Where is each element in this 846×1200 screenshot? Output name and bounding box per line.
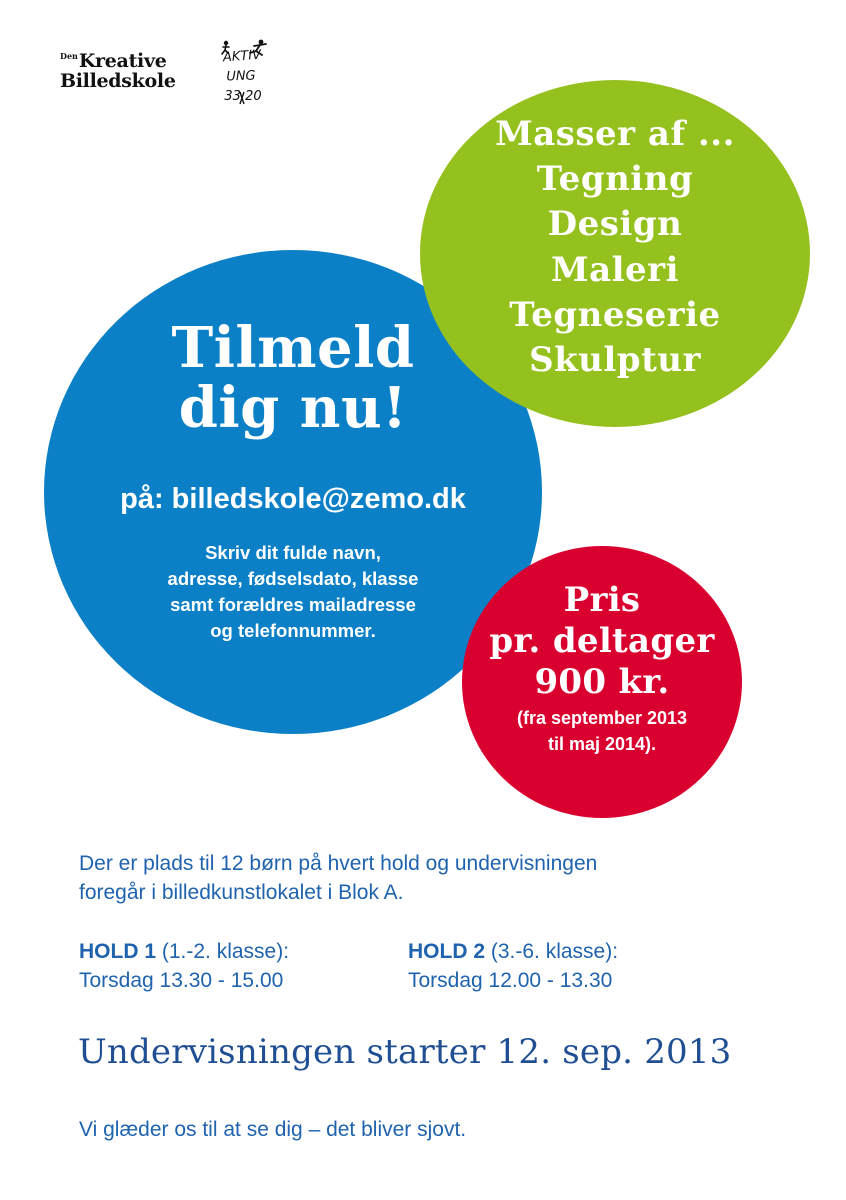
instruction-line: Skriv dit fulde navn, xyxy=(205,542,381,563)
logo-number-text: 33 20 xyxy=(224,89,262,104)
info-line: foregår i billedkunstlokalet i Blok A. xyxy=(79,880,404,904)
hold-grade: (3.-6. klasse): xyxy=(490,940,619,963)
activities-circle xyxy=(420,80,810,427)
price-label: Pris xyxy=(563,580,641,620)
logo-big-word: Kreative xyxy=(78,50,167,72)
info-text xyxy=(79,850,597,907)
activity-item: Tegning xyxy=(536,159,694,200)
price-period xyxy=(517,706,687,756)
price-period-line: (fra september 2013 xyxy=(516,708,688,729)
hold-label: HOLD 1 xyxy=(79,940,157,963)
signup-email: på: billedskole@zemo.dk xyxy=(120,483,466,515)
start-date-heading: Undervisningen starter 12. sep. 2013 xyxy=(78,1032,732,1072)
hold-label: HOLD 2 xyxy=(408,940,486,963)
activities-list xyxy=(495,112,735,383)
activity-item: Maleri xyxy=(550,249,680,290)
billedskole-logo xyxy=(60,52,190,91)
logo-ung-text: UNG xyxy=(226,68,256,85)
hold-2-block xyxy=(408,938,618,995)
info-line: Der er plads til 12 børn på hvert hold og undervisningen xyxy=(79,852,598,875)
price-per-participant: pr. deltager xyxy=(489,620,715,661)
signup-title-line1: Tilmeld xyxy=(171,315,415,381)
instruction-line: adresse, fødselsdato, klasse xyxy=(167,567,419,589)
activity-item: Skulptur xyxy=(529,340,701,381)
signup-title-line2: dig nu! xyxy=(178,375,408,442)
logo-second-line: Billedskole xyxy=(60,70,176,92)
instruction-line: og telefonnummer. xyxy=(210,619,376,641)
activity-item: Design xyxy=(547,204,683,245)
activities-intro: Masser af ... xyxy=(495,114,735,154)
activity-item: Tegneserie xyxy=(509,294,721,335)
hold-grade: (1.-2. klasse): xyxy=(161,940,290,963)
hold-time: Torsdag 12.00 - 13.30 xyxy=(408,968,613,992)
hold-1-block xyxy=(79,938,289,995)
price-block xyxy=(489,580,714,702)
closing-text: Vi glæder os til at se dig – det bliver sjovt. xyxy=(79,1118,467,1141)
aktiv-ung-logo xyxy=(210,36,280,112)
instruction-line: samt forældres mailadresse xyxy=(170,593,416,615)
hold-time: Torsdag 13.30 - 15.00 xyxy=(79,968,284,992)
logo-aktiv-text: AKTIV xyxy=(222,47,262,66)
price-circle xyxy=(462,546,742,818)
price-amount: 900 kr. xyxy=(534,661,670,702)
signup-instructions xyxy=(44,540,542,644)
logo-small-word: Den xyxy=(60,51,78,61)
price-period-line: til maj 2014). xyxy=(547,733,657,754)
